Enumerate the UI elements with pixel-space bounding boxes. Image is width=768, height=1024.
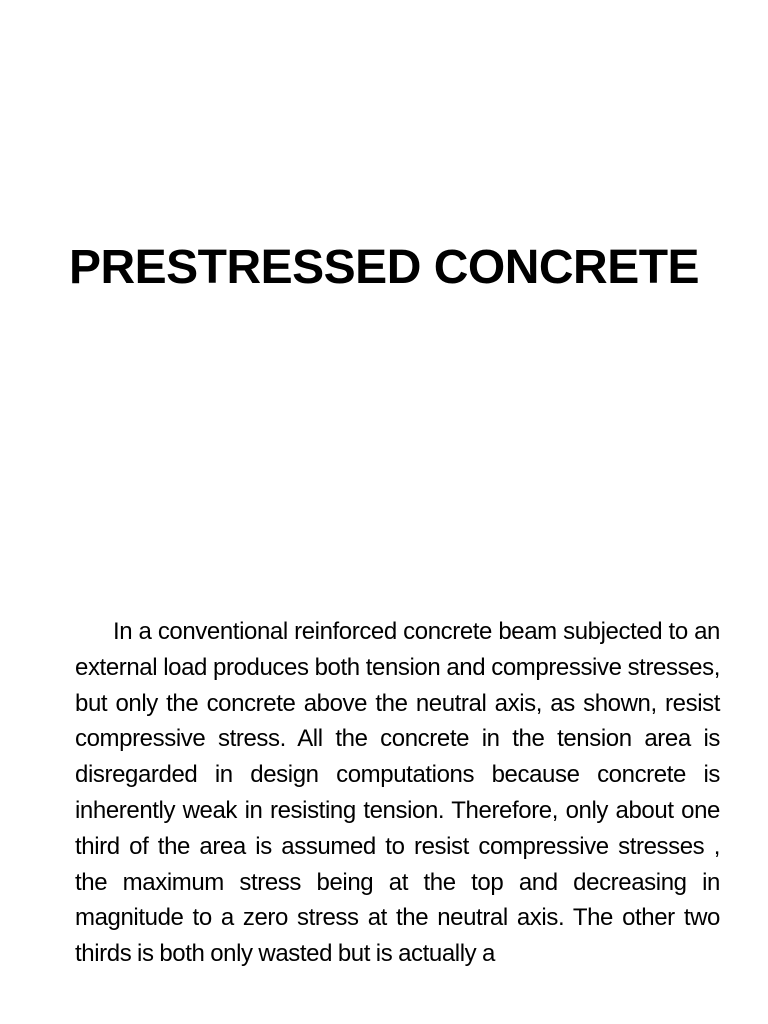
body-paragraph: In a conventional reinforced concrete beam subjected to an external load produces both tension and compressive stresses, but only the concrete above the neutral axis, as shown, resist compressive stress. All the concrete in the tension area is disregarded in design computations because concrete is inherently weak in resisting tension. Therefore, only about one third of the area is assumed to resist compressive stresses , the maximum stress being at the top and decreasing in magnitude to a zero stress at the neutral axis. The other two thirds is both only wasted but is actually a [75, 618, 720, 968]
page-title: PRESTRESSED CONCRETE [68, 241, 700, 294]
